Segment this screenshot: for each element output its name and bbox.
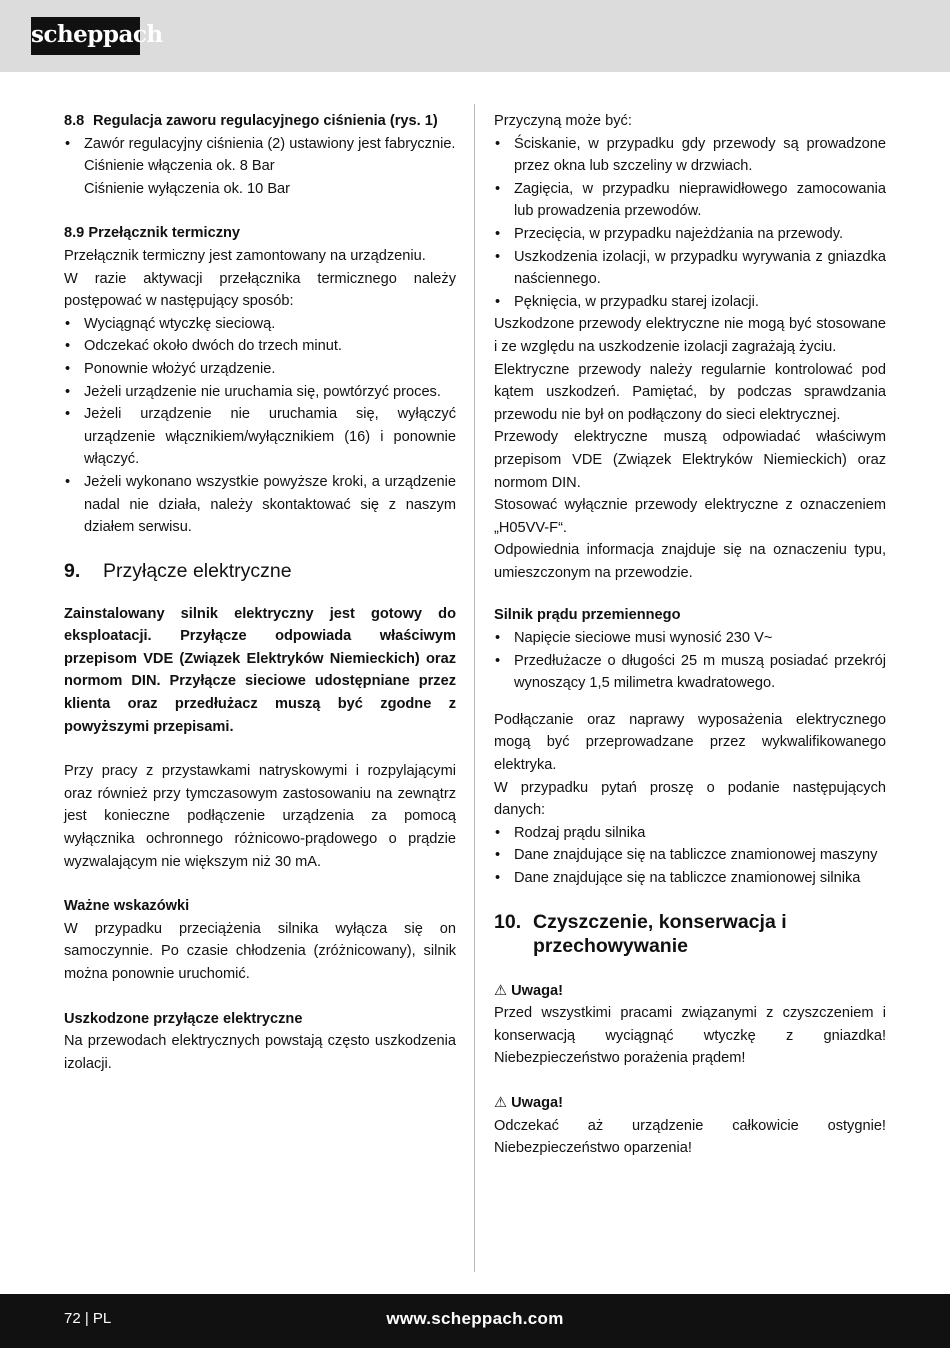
- footer: [0, 1294, 950, 1348]
- column-divider: [474, 104, 475, 1272]
- pressure-off-text: Ciśnienie wyłączenia ok. 10 Bar: [84, 180, 291, 197]
- list-item: • Pęknięcia, w przypadku starej izolacji.: [494, 291, 886, 314]
- list-item: • Zagięcia, w przypadku nieprawidłowego zamocowania lub prowadzenia przewodów.: [494, 178, 886, 223]
- list-item: • Odczekać około dwóch do trzech minut.: [64, 335, 456, 358]
- section-9-heading: [64, 559, 456, 583]
- section-8-8-heading: [64, 110, 456, 133]
- section-number: 9.: [64, 559, 81, 582]
- section-title: Czyszczenie, konserwacja i przechowywanie: [533, 910, 787, 957]
- paragraph: W przypadku przeciążenia silnika wyłącza się on samoczynnie. Po czasie chłodzenia (zróżnicowany), silnik można ponownie uruchomić.: [64, 920, 456, 982]
- causes-list: [494, 133, 886, 314]
- paragraph: Odczekać aż urządzenie całkowicie ostygnie! Niebezpieczeństwo oparzenia!: [494, 1117, 886, 1157]
- list-item: • Dane znajdujące się na tabliczce znamionowej maszyny: [494, 844, 886, 867]
- section-number: 8.8: [64, 113, 85, 129]
- list-item: • Dane znajdujące się na tabliczce znamionowej silnika: [494, 867, 886, 890]
- list-item: • Przedłużacze o długości 25 m muszą posiadać przekrój wynoszący 1,5 milimetra kwadratowego.: [494, 650, 886, 695]
- paragraph: Uszkodzone przewody elektryczne nie mogą być stosowane i ze względu na uszkodzenie izolacji zagrażają życiu.: [494, 316, 886, 355]
- section-8-9-heading: 8.9 Przełącznik termiczny: [64, 225, 241, 242]
- section-8-9-list: [64, 313, 456, 539]
- list-item: • Napięcie sieciowe musi wynosić 230 V~: [494, 627, 886, 650]
- warning-heading: [494, 1092, 886, 1115]
- header-band: [0, 0, 950, 72]
- website-link[interactable]: www.scheppach.com: [386, 1309, 564, 1328]
- section-10-heading: [494, 910, 886, 958]
- important-notes-heading: Ważne wskazówki: [64, 898, 190, 915]
- section-title: Regulacja zaworu regulacyjnego ciśnienia (rys. 1): [93, 113, 438, 129]
- paragraph: Przy pracy z przystawkami natryskowymi i rozpylającymi oraz również przy tymczasowym zastosowaniu na zewnątrz jest konieczne podłączenie urządzenia za pomocą wyłącznika ochronnego różnicowo-prądowego o prądzie wyzwalającym nie większym niż 30 mA.: [64, 763, 456, 870]
- section-8-8-list: [64, 133, 456, 156]
- pressure-on-text: Ciśnienie włączenia ok. 8 Bar: [84, 158, 275, 175]
- right-column: [494, 110, 886, 1160]
- paragraph: Elektryczne przewody należy regularnie kontrolować pod kątem uszkodzeń. Pamiętać, by podczas sprawdzania przewodu nie był on podłączony do sieci elektrycznej.: [494, 361, 886, 423]
- damaged-connection-heading: Uszkodzone przyłącze elektryczne: [64, 1010, 303, 1027]
- ac-motor-list: [494, 627, 886, 695]
- paragraph: Przełącznik termiczny jest zamontowany na urządzeniu.: [64, 247, 426, 264]
- list-item: • Ściskanie, w przypadku gdy przewody są prowadzone przez okna lub szczeliny w drzwiach.: [494, 133, 886, 178]
- paragraph: Odpowiednia informacja znajduje się na oznaczeniu typu, umieszczonym na przewodzie.: [494, 542, 886, 581]
- warning-label: Uwaga!: [511, 982, 563, 999]
- bold-paragraph: Zainstalowany silnik elektryczny jest gotowy do eksploatacji. Przyłącze odpowiada właściwym przepisom VDE (Związek Elektryków Niemieckich) oraz normom DIN. Przyłącze sieciowe udostępniane przez klienta oraz przedłużacz muszą być zgodne z powyższymi przepisami.: [64, 605, 456, 735]
- warning-icon: ⚠: [494, 1094, 508, 1111]
- section-number: 10.: [494, 910, 522, 933]
- list-item: • Jeżeli urządzenie nie uruchamia się, wyłączyć urządzenie włącznikiem/wyłącznikiem (16) i ponownie włączyć.: [64, 403, 456, 471]
- warning-heading: [494, 980, 886, 1003]
- list-item: • Zawór regulacyjny ciśnienia (2) ustawiony jest fabrycznie.: [64, 133, 456, 156]
- list-item: • Jeżeli urządzenie nie uruchamia się, powtórzyć proces.: [64, 381, 456, 404]
- paragraph: Podłączanie oraz naprawy wyposażenia elektrycznego mogą być przeprowadzane przez wykwalifikowanego elektryka.: [494, 711, 886, 774]
- warning-icon: ⚠: [494, 982, 508, 999]
- section-title: Przyłącze elektryczne: [103, 559, 292, 582]
- scheppach-logo: scheppach: [31, 17, 140, 55]
- left-column: [64, 110, 456, 1075]
- paragraph: Przyczyną może być:: [494, 113, 632, 129]
- paragraph: Przewody elektryczne muszą odpowiadać właściwym przepisom VDE (Związek Elektryków Niemieckich) oraz normom DIN.: [494, 429, 886, 491]
- list-item: • Wyciągnąć wtyczkę sieciową.: [64, 313, 456, 336]
- list-item: • Rodzaj prądu silnika: [494, 822, 886, 845]
- ac-motor-heading: Silnik prądu przemiennego: [494, 607, 681, 624]
- paragraph: W przypadku pytań proszę o podanie następujących danych:: [494, 779, 886, 819]
- paragraph: Na przewodach elektrycznych powstają często uszkodzenia izolacji.: [64, 1033, 456, 1072]
- page-number: 72 | PL: [64, 1310, 112, 1327]
- list-item: • Uszkodzenia izolacji, w przypadku wyrywania z gniazdka naściennego.: [494, 246, 886, 291]
- warning-label: Uwaga!: [511, 1094, 563, 1111]
- paragraph: W razie aktywacji przełącznika termicznego należy postępować w następujący sposób:: [64, 270, 456, 310]
- list-item: • Ponownie włożyć urządzenie.: [64, 358, 456, 381]
- paragraph: Przed wszystkimi pracami związanymi z czyszczeniem i konserwacją wyciągnąć wtyczkę z gniazdka! Niebezpieczeństwo porażenia prądem!: [494, 1005, 886, 1067]
- list-item: • Jeżeli wykonano wszystkie powyższe kroki, a urządzenie nadal nie działa, należy skontaktować się z naszym działem serwisu.: [64, 471, 456, 539]
- paragraph: Stosować wyłącznie przewody elektryczne z oznaczeniem „H05VV-F“.: [494, 497, 886, 536]
- list-item: • Przecięcia, w przypadku najeżdżania na przewody.: [494, 223, 886, 246]
- data-list: [494, 822, 886, 890]
